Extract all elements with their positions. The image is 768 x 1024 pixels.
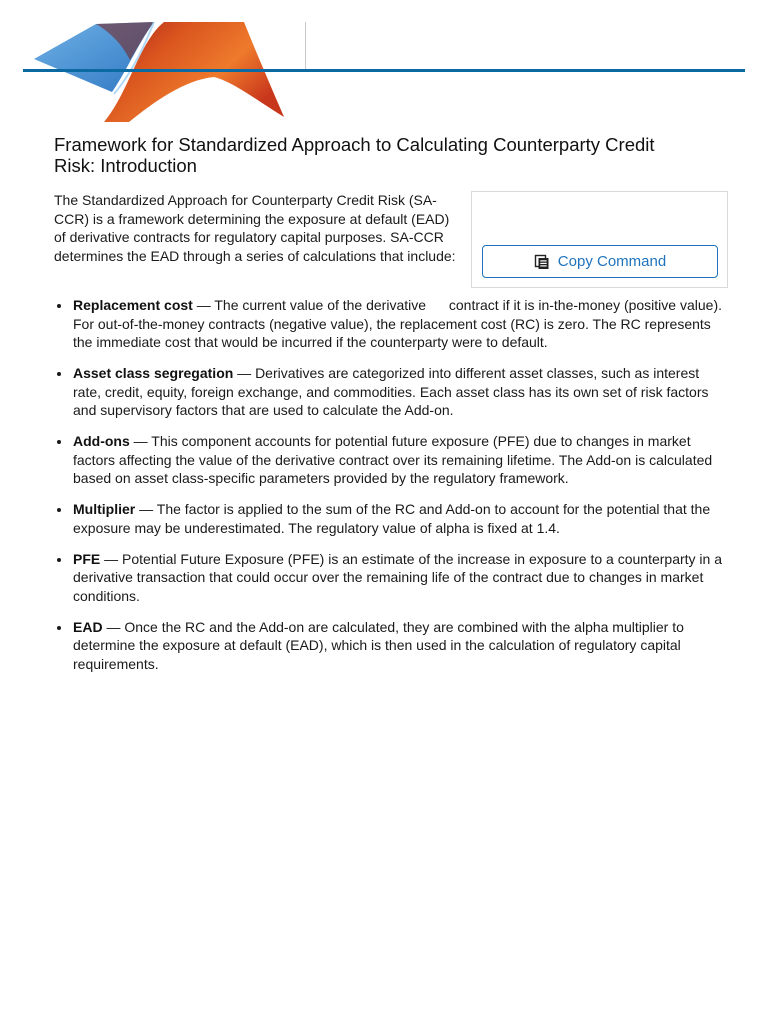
bullet-text: — The current value of the derivative xyxy=(192,297,427,313)
calculation-list xyxy=(54,296,726,686)
copy-document-icon xyxy=(534,254,550,270)
bullet-dot xyxy=(57,440,61,444)
bullet-dot xyxy=(57,508,61,512)
bullet-text: contract if it is in-the-money (positive value). For out-of-the-money contracts (negative value), the replacement cost (RC) is zero. The RC represents the immediate cost that would be incurred if the counterparty were to default. xyxy=(73,297,722,350)
list-item xyxy=(54,500,726,537)
bullet-term: Asset class segregation xyxy=(73,365,234,381)
header-divider xyxy=(305,22,306,70)
bullet-text: — Potential Future Exposure (PFE) is an estimate of the increase in exposure to a counterparty in a derivative transaction that could occur over the remaining life of the contract due to changes in market conditions. xyxy=(73,550,722,604)
bullet-text: — Once the RC and the Add-on are calculated, they are combined with the alpha multiplier to determine the exposure at default (EAD), which is then used in the calculation of regulatory capital requirements. xyxy=(73,618,684,672)
bullet-dot xyxy=(57,558,61,562)
bullet-term: Replacement cost xyxy=(73,297,193,313)
intro-paragraph: The Standardized Approach for Counterparty Credit Risk (SA-CCR) is a framework determining the exposure at default (EAD) of derivative contracts for regulatory capital purposes. SA-CCR determines the EAD through a series of calculations that include: xyxy=(54,192,456,264)
list-item xyxy=(54,618,726,674)
copy-command-label: Copy Command xyxy=(557,253,667,270)
copy-command-button[interactable] xyxy=(482,245,718,278)
list-item xyxy=(54,364,726,420)
header-rule xyxy=(23,69,745,72)
bullet-dot xyxy=(57,372,61,376)
page-title: Framework for Standardized Approach to Calculating Counterparty Credit Risk: Introduction xyxy=(54,134,655,176)
command-panel xyxy=(471,191,728,288)
bullet-first-line xyxy=(73,296,445,315)
bullet-dot xyxy=(57,626,61,630)
bullet-term: EAD xyxy=(73,618,103,635)
bullet-text: — This component accounts for potential future exposure (PFE) due to changes in market factors affecting the value of the derivative contract over its remaining lifetime. The Add-on is calculated based on asset class-specific parameters provided by the regulatory framework. xyxy=(73,433,713,486)
bullet-text: — Derivatives are categorized into different asset classes, such as interest rate, credit, equity, foreign exchange, and commodities. Each asset class has its own set of risk factors and supervisory factors that are used to calculate the Add-on. xyxy=(73,365,709,418)
bullet-term: Add-ons xyxy=(73,433,130,449)
bullet-term: Multiplier xyxy=(73,501,136,517)
list-item xyxy=(54,432,726,488)
bullet-text: — The factor is applied to the sum of the RC and Add-on to account for the potential that the exposure may be underestimated. The regulatory value of alpha is fixed at 1.4. xyxy=(73,501,711,536)
list-item xyxy=(54,550,726,606)
bullet-term: PFE xyxy=(73,550,101,567)
matlab-logo xyxy=(34,22,284,122)
list-item xyxy=(54,296,726,352)
bullet-dot xyxy=(57,304,61,308)
